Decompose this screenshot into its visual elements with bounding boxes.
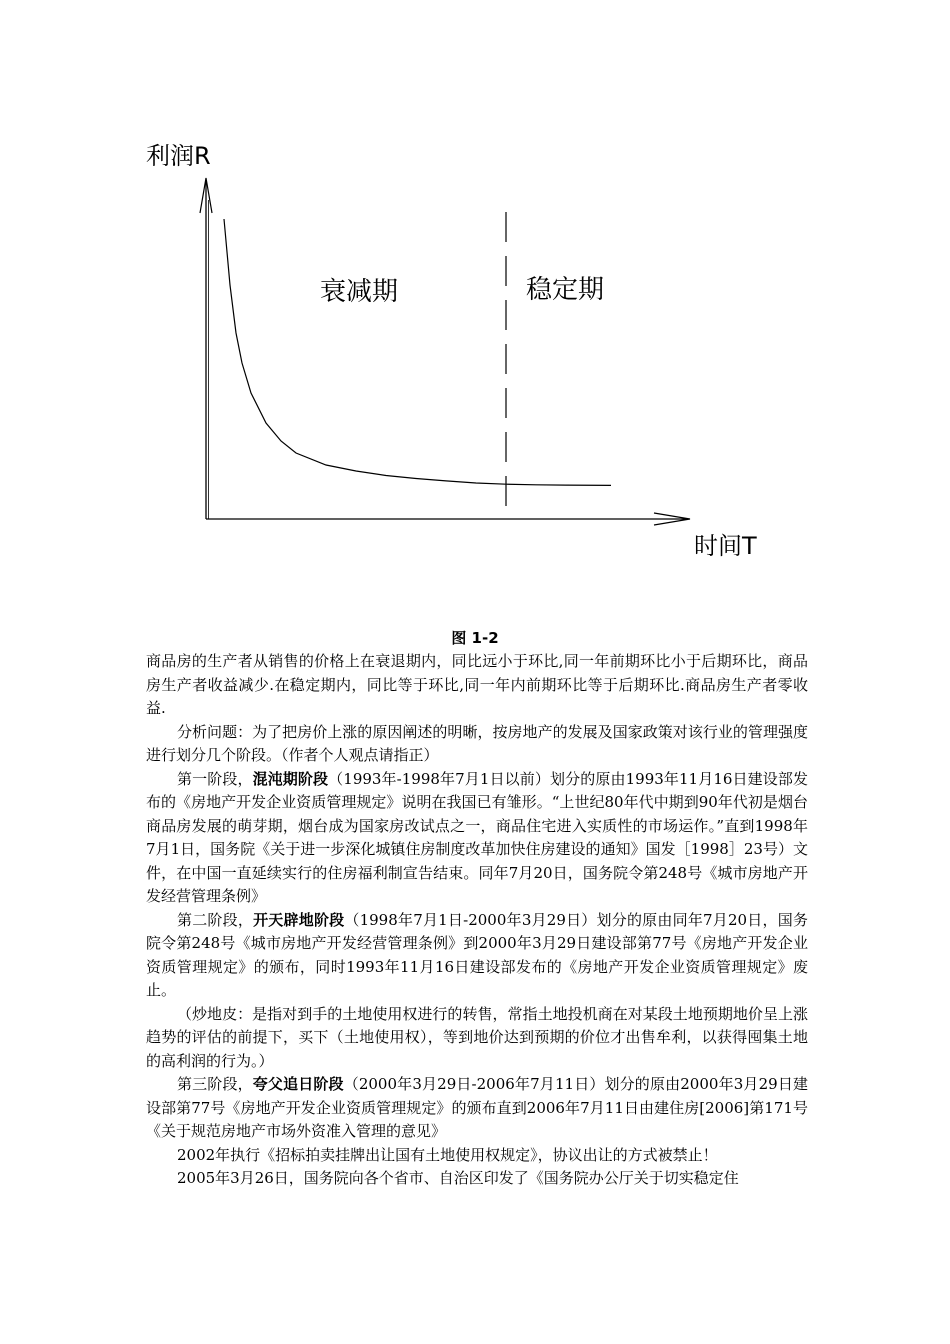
stage-title: 夸父追日阶段 xyxy=(252,1075,344,1093)
paragraph-text: （2000年3月29日-2006年7月11日）划分的原由2000年3月29日建设部第77号《房地产开发企业资质管理规定》的颁布直到2006年7月11日由建住房[2006]第171号《关于规范房地产市场外资准入管理的意见》 xyxy=(146,1075,808,1140)
paragraph-text: 第一阶段， xyxy=(177,769,253,788)
paragraph-text: （1998年7月1日-2000年3月29日）划分的原由同年7月20日，国务院令第248号《城市房地产开发经营管理条例》到2000年3月29日建设部第77号《房地产开发企业资质管理规定》的颁布，同时1993年11月16日建设部发布的《房地产开发企业资质管理规定》废止。 xyxy=(146,910,808,999)
paragraph-text: 2005年3月26日，国务院向各个省市、自治区印发了《国务院办公厅关于切实稳定住 xyxy=(177,1169,739,1187)
body-paragraph xyxy=(146,650,808,721)
stage-title: 混沌期阶段 xyxy=(252,769,329,788)
paragraph-text: 第三阶段， xyxy=(177,1075,253,1093)
y-axis-label: 利润R xyxy=(146,142,211,170)
profit-time-chart xyxy=(0,0,950,620)
paragraph-text: 分析问题：为了把房价上涨的原因阐述的明晰，按房地产的发展及国家政策对该行业的管理强度进行划分几个阶段。（作者个人观点请指正） xyxy=(146,722,808,764)
paragraph-text: （1993年-1998年7月1日以前）划分的原由1993年11月16日建设部发布的《房地产开发企业资质管理规定》说明在我国已有雏形。“上世纪80年代中期到90年代初是烟台商品房发展的萌芽期，烟台成为国家房改试点之一，商品住宅进入实质性的市场运作。”直到1998年7月1日，国务院《关于进一步深化城镇住房制度改革加快住房建设的通知》国发［1998］23号）文件，在中国一直延续实行的住房福利制宣告结束。同年7月20日，国务院令第248号《城市房地产开发经营管理条例》 xyxy=(146,769,808,905)
paragraph-text: 商品房的生产者从销售的价格上在衰退期内，同比远小于环比,同一年前期环比小于后期环比，商品房生产者收益减少.在稳定期内，同比等于环比,同一年内前期环比等于后期环比.商品房生产者零收益. xyxy=(146,652,808,717)
paragraph-text: 2002年执行《招标拍卖挂牌出让国有土地使用权规定》，协议出让的方式被禁止！ xyxy=(177,1145,718,1164)
profit-curve-series xyxy=(224,219,611,485)
paragraph-text: 第二阶段， xyxy=(177,910,254,929)
body-paragraph xyxy=(146,1073,808,1144)
body-paragraph xyxy=(146,768,808,909)
body-paragraph xyxy=(146,1003,808,1074)
figure-caption: 图 1-2 xyxy=(451,629,499,647)
body-paragraph xyxy=(146,721,808,768)
region-label-stable: 稳定期 xyxy=(526,275,605,305)
body-text xyxy=(146,650,808,1191)
region-label-decline: 衰减期 xyxy=(320,277,399,307)
body-paragraph xyxy=(146,1144,808,1168)
body-paragraph xyxy=(146,909,808,1003)
paragraph-text: （炒地皮：是指对到手的土地使用权进行的转售，常指土地投机商在对某段土地预期地价呈上涨趋势的评估的前提下，买下（土地使用权），等到地价达到预期的价位才出售牟利，以获得囤集土地的高利润的行为。） xyxy=(146,1004,808,1070)
x-axis-label: 时间T xyxy=(694,532,757,560)
stage-title: 开天辟地阶段 xyxy=(253,910,345,929)
body-paragraph xyxy=(146,1167,808,1191)
